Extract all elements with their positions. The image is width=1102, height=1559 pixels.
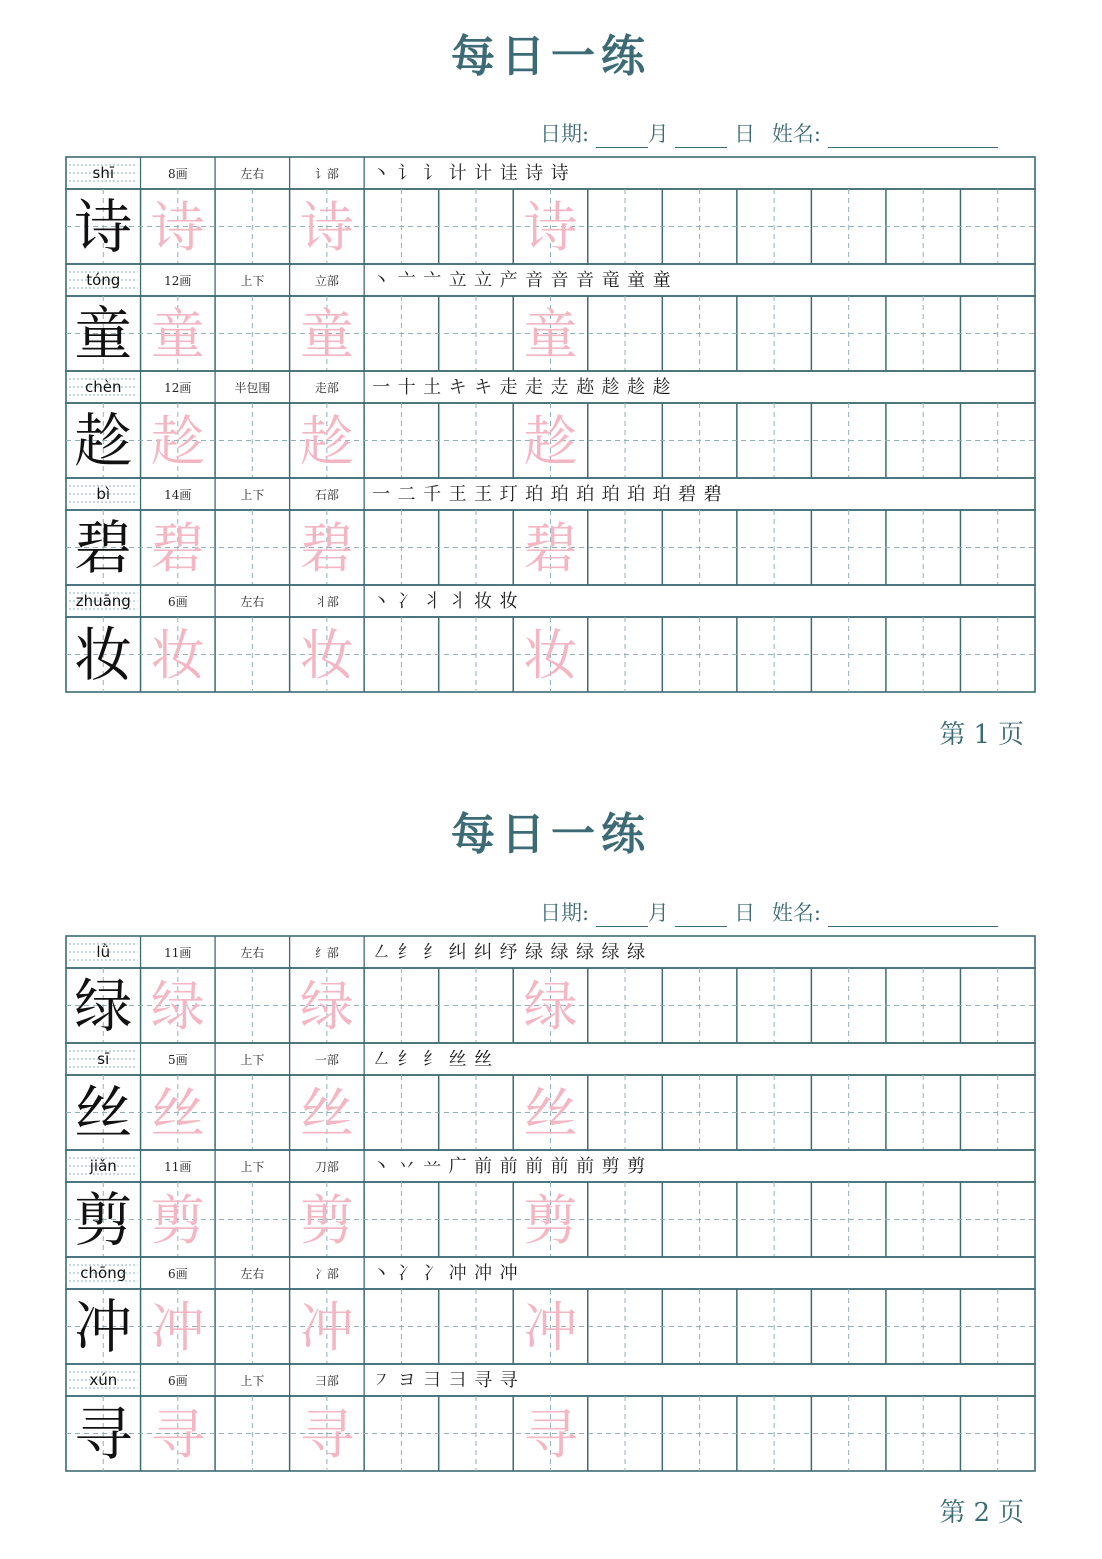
character-entry xyxy=(66,1257,1035,1364)
stroke-order-step: 珀 xyxy=(601,484,620,505)
stroke-order-step: 音 xyxy=(550,270,569,291)
model-character: 诗 xyxy=(74,193,133,261)
date-label: 日期: xyxy=(540,122,590,146)
structure-label: 上下 xyxy=(240,488,265,502)
stroke-order-step: 寻 xyxy=(474,1370,493,1391)
trace-character: 童 xyxy=(299,303,354,366)
stroke-order-step: 纠 xyxy=(448,942,467,963)
stroke-order-step: ㇜ xyxy=(372,1049,391,1070)
stroke-order-step: ヨ xyxy=(397,1370,416,1391)
stroke-count-label: 14画 xyxy=(164,488,192,502)
stroke-order-step: 丶 xyxy=(372,163,391,184)
stroke-count-label: 6画 xyxy=(167,1374,188,1388)
trace-character: 诗 xyxy=(150,196,205,259)
radical-label: 石部 xyxy=(314,488,339,502)
stroke-order-step: 冲 xyxy=(499,1263,518,1284)
stroke-order-step: 绿 xyxy=(576,942,595,963)
stroke-order-step: 赱 xyxy=(550,377,569,398)
character-entry xyxy=(66,1150,1035,1257)
radical-label: 一部 xyxy=(314,1053,339,1067)
structure-label: 左右 xyxy=(240,1267,265,1281)
structure-label: 上下 xyxy=(240,1374,265,1388)
stroke-order-step: 音 xyxy=(576,270,595,291)
stroke-order-step: 冫 xyxy=(397,1263,416,1284)
stroke-order-step: 丬 xyxy=(448,591,467,612)
structure-label: 上下 xyxy=(240,274,265,288)
structure-label: 左右 xyxy=(240,167,265,181)
page-suffix: 页 xyxy=(997,720,1032,750)
pinyin-label: xún xyxy=(89,1371,118,1389)
stroke-order-step: 绿 xyxy=(627,942,646,963)
stroke-order-step: 丬 xyxy=(423,591,442,612)
pinyin-label: chèn xyxy=(85,378,122,396)
stroke-order-step: 丷 xyxy=(397,1156,416,1177)
stroke-order-step: 妆 xyxy=(499,591,518,612)
stroke-order-step: 绿 xyxy=(550,942,569,963)
stroke-order-step: 珀 xyxy=(550,484,569,505)
trace-character: 剪 xyxy=(523,1189,578,1252)
model-character: 寻 xyxy=(74,1400,133,1468)
radical-label: 走部 xyxy=(314,381,339,395)
stroke-count-label: 6画 xyxy=(167,1267,188,1281)
trace-character: 趁 xyxy=(299,410,354,473)
day-label: 日 xyxy=(734,122,756,146)
radical-label: 立部 xyxy=(314,274,339,288)
stroke-order-step: 前 xyxy=(550,1156,569,1177)
stroke-order-step: 丶 xyxy=(372,1156,391,1177)
stroke-order-step: 诗 xyxy=(525,163,544,184)
model-character: 绿 xyxy=(74,972,133,1040)
stroke-order-step: 产 xyxy=(499,270,518,291)
structure-label: 左右 xyxy=(240,946,265,960)
stroke-count-label: 5画 xyxy=(167,1053,188,1067)
structure-label: 上下 xyxy=(240,1053,265,1067)
stroke-order-step: 前 xyxy=(499,1156,518,1177)
stroke-order-step: 趁 xyxy=(627,377,646,398)
stroke-order-step: 珀 xyxy=(525,484,544,505)
trace-character: 冲 xyxy=(523,1296,578,1359)
stroke-order-step: 王 xyxy=(448,484,467,505)
pinyin-label: shī xyxy=(92,164,115,182)
name-label: 姓名: xyxy=(771,122,821,146)
stroke-order-step: 丝 xyxy=(448,1049,467,1070)
stroke-count-label: 11画 xyxy=(164,946,192,960)
trace-character: 碧 xyxy=(299,517,354,580)
day-label: 日 xyxy=(734,901,756,925)
trace-character: 绿 xyxy=(523,975,578,1038)
stroke-order-step: 广 xyxy=(448,1156,467,1177)
stroke-order-step: 前 xyxy=(474,1156,493,1177)
stroke-order-step: 纟 xyxy=(423,1049,442,1070)
stroke-count-label: 11画 xyxy=(164,1160,192,1174)
stroke-order-step: 寻 xyxy=(499,1370,518,1391)
stroke-order-step: 竜 xyxy=(601,270,620,291)
radical-label: 冫部 xyxy=(314,1267,339,1281)
trace-character: 寻 xyxy=(299,1403,354,1466)
stroke-order-step: 彐 xyxy=(423,1370,442,1391)
trace-character: 冲 xyxy=(299,1296,354,1359)
stroke-order-step: 丶 xyxy=(372,591,391,612)
page-suffix: 页 xyxy=(997,1498,1032,1528)
pinyin-label: jiǎn xyxy=(89,1157,117,1175)
stroke-order-step: ㇇ xyxy=(372,1370,391,1391)
pinyin-label: chōng xyxy=(80,1264,127,1282)
stroke-order-step: 碧 xyxy=(703,484,722,505)
character-entry xyxy=(66,936,1035,1043)
pinyin-label: tóng xyxy=(86,271,121,289)
stroke-count-label: 8画 xyxy=(167,167,188,181)
radical-label: 讠部 xyxy=(314,167,339,181)
stroke-order-step: 碧 xyxy=(678,484,697,505)
stroke-order-step: 珀 xyxy=(652,484,671,505)
page-number-2 xyxy=(939,1492,1032,1529)
trace-character: 剪 xyxy=(299,1189,354,1252)
stroke-order-step: 诗 xyxy=(550,163,569,184)
pinyin-label: lǜ xyxy=(96,943,111,961)
trace-character: 诗 xyxy=(299,196,354,259)
stroke-order-step: 走 xyxy=(525,377,544,398)
stroke-order-step: 前 xyxy=(525,1156,544,1177)
stroke-order-step: 丶 xyxy=(372,270,391,291)
trace-character: 丝 xyxy=(299,1082,354,1145)
trace-character: 寻 xyxy=(150,1403,205,1466)
stroke-order-step: 趁 xyxy=(601,377,620,398)
page-prefix: 第 xyxy=(939,720,974,750)
model-character: 冲 xyxy=(74,1293,133,1361)
stroke-order-step: 剪 xyxy=(601,1156,620,1177)
pinyin-label: sī xyxy=(97,1050,110,1068)
stroke-order-step: 冫 xyxy=(397,591,416,612)
stroke-order-step: 纾 xyxy=(499,942,518,963)
model-character: 妆 xyxy=(74,621,133,689)
stroke-order-step: 纟 xyxy=(397,942,416,963)
stroke-order-step: 诖 xyxy=(499,163,518,184)
stroke-order-step: 冫 xyxy=(423,1263,442,1284)
pinyin-label: zhuāng xyxy=(75,592,131,610)
stroke-order-step: 冲 xyxy=(448,1263,467,1284)
stroke-order-step: 纟 xyxy=(423,942,442,963)
stroke-order-step: 丝 xyxy=(474,1049,493,1070)
radical-label: 丬部 xyxy=(314,595,339,609)
trace-character: 碧 xyxy=(150,517,205,580)
stroke-order-step: 亠 xyxy=(397,270,416,291)
stroke-order-step: 计 xyxy=(448,163,467,184)
stroke-order-step: 绿 xyxy=(525,942,544,963)
stroke-order-step: 趂 xyxy=(576,377,595,398)
trace-character: 绿 xyxy=(150,975,205,1038)
pinyin-label: bì xyxy=(96,485,111,503)
trace-character: 妆 xyxy=(150,624,205,687)
stroke-order-step: 讠 xyxy=(423,163,442,184)
structure-label: 左右 xyxy=(240,595,265,609)
stroke-order-step: 计 xyxy=(474,163,493,184)
stroke-order-step: 音 xyxy=(525,270,544,291)
structure-label: 半包围 xyxy=(234,381,271,395)
stroke-order-step: 玎 xyxy=(499,484,518,505)
character-entry xyxy=(66,1364,1035,1471)
stroke-order-step: 十 xyxy=(397,377,416,398)
name-label: 姓名: xyxy=(771,901,821,925)
stroke-order-step: 立 xyxy=(474,270,493,291)
stroke-order-step: 珀 xyxy=(576,484,595,505)
stroke-order-step: 纠 xyxy=(474,942,493,963)
page-title: 每日一练 xyxy=(451,809,651,860)
character-entry xyxy=(66,1043,1035,1150)
trace-character: 绿 xyxy=(299,975,354,1038)
trace-character: 丝 xyxy=(523,1082,578,1145)
stroke-order-step: 彐 xyxy=(448,1370,467,1391)
stroke-order-step: 走 xyxy=(499,377,518,398)
radical-label: 彐部 xyxy=(314,1374,339,1388)
stroke-order-step: 䒑 xyxy=(423,1156,442,1177)
page-prefix: 第 xyxy=(939,1498,974,1528)
stroke-order-step: 童 xyxy=(652,270,671,291)
model-character: 童 xyxy=(74,300,133,368)
trace-character: 童 xyxy=(150,303,205,366)
page-title: 每日一练 xyxy=(451,31,651,82)
stroke-order-step: 二 xyxy=(397,484,416,505)
stroke-order-step: 讠 xyxy=(397,163,416,184)
trace-character: 寻 xyxy=(523,1403,578,1466)
stroke-order-step: 绿 xyxy=(601,942,620,963)
model-character: 碧 xyxy=(74,514,133,582)
month-label: 月 xyxy=(647,122,669,146)
trace-character: 丝 xyxy=(150,1082,205,1145)
month-label: 月 xyxy=(647,901,669,925)
stroke-count-label: 12画 xyxy=(164,381,192,395)
page-number: 1 xyxy=(973,720,998,750)
stroke-order-step: 童 xyxy=(627,270,646,291)
stroke-count-label: 12画 xyxy=(164,274,192,288)
stroke-order-step: 土 xyxy=(423,377,442,398)
stroke-order-step: 立 xyxy=(448,270,467,291)
stroke-order-step: 千 xyxy=(423,484,442,505)
stroke-order-step: 剪 xyxy=(627,1156,646,1177)
stroke-count-label: 6画 xyxy=(167,595,188,609)
trace-character: 剪 xyxy=(150,1189,205,1252)
date-label: 日期: xyxy=(540,901,590,925)
trace-character: 碧 xyxy=(523,517,578,580)
stroke-order-step: 趁 xyxy=(652,377,671,398)
stroke-order-step: 一 xyxy=(372,377,391,398)
stroke-order-step: 珀 xyxy=(627,484,646,505)
trace-character: 妆 xyxy=(299,624,354,687)
trace-character: 趁 xyxy=(523,410,578,473)
model-character: 丝 xyxy=(74,1079,133,1147)
stroke-order-step: 一 xyxy=(372,484,391,505)
stroke-order-step: 丶 xyxy=(372,1263,391,1284)
stroke-order-step: 妆 xyxy=(474,591,493,612)
stroke-order-step: 冲 xyxy=(474,1263,493,1284)
trace-character: 冲 xyxy=(150,1296,205,1359)
trace-character: 趁 xyxy=(150,410,205,473)
model-character: 趁 xyxy=(74,407,133,475)
radical-label: 刀部 xyxy=(314,1160,339,1174)
trace-character: 妆 xyxy=(523,624,578,687)
radical-label: 纟部 xyxy=(314,946,339,960)
stroke-order-step: キ xyxy=(448,377,467,398)
stroke-order-step: 王 xyxy=(474,484,493,505)
structure-label: 上下 xyxy=(240,1160,265,1174)
stroke-order-step: 纟 xyxy=(397,1049,416,1070)
stroke-order-step: 前 xyxy=(576,1156,595,1177)
model-character: 剪 xyxy=(74,1186,133,1254)
stroke-order-step: ㇜ xyxy=(372,942,391,963)
page-number: 2 xyxy=(973,1498,998,1528)
stroke-order-step: 亠 xyxy=(423,270,442,291)
stroke-order-step: キ xyxy=(474,377,493,398)
trace-character: 童 xyxy=(523,303,578,366)
trace-character: 诗 xyxy=(523,196,578,259)
